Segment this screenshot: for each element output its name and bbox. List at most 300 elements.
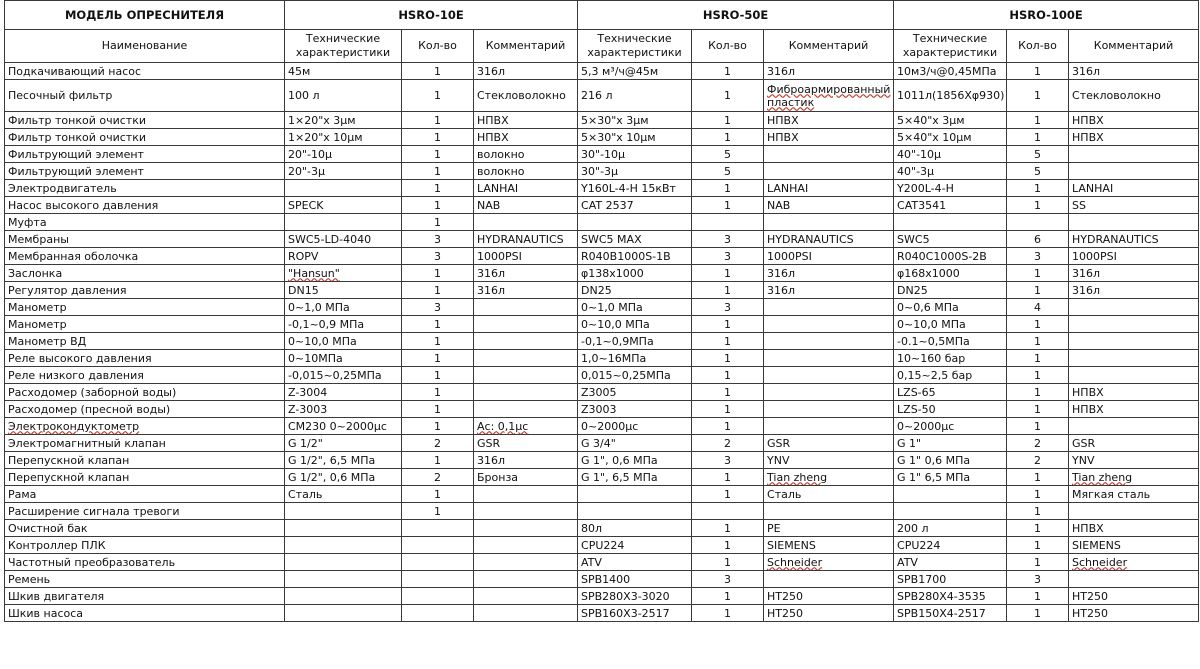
- comment-cell: 316л: [764, 282, 894, 299]
- spec-cell: LZS-50: [894, 401, 1007, 418]
- qty-cell: [402, 571, 474, 588]
- item-name-cell: Манометр: [5, 316, 285, 333]
- qty-cell: 5: [692, 146, 764, 163]
- qty-cell: 1: [692, 605, 764, 622]
- qty-cell: 1: [692, 520, 764, 537]
- qty-cell: 1: [1007, 486, 1069, 503]
- qty-cell: 1: [402, 384, 474, 401]
- spec-cell: SWC5 MAX: [578, 231, 692, 248]
- spec-cell: 0~2000μс: [578, 418, 692, 435]
- qty-cell: 1: [402, 197, 474, 214]
- comment-cell: [764, 214, 894, 231]
- qty-cell: 1: [1007, 401, 1069, 418]
- qty-cell: [402, 554, 474, 571]
- qty-cell: 1: [1007, 520, 1069, 537]
- qty-cell: 1: [1007, 469, 1069, 486]
- item-name-cell: Песочный фильтр: [5, 80, 285, 112]
- spec-cell: [285, 605, 402, 622]
- qty-cell: 1: [402, 282, 474, 299]
- qty-cell: 1: [692, 537, 764, 554]
- spec-cell: [285, 554, 402, 571]
- spec-cell: G 1", 6,5 МПа: [578, 469, 692, 486]
- table-row: [5, 316, 1199, 333]
- item-name-cell: Частотный преобразователь: [5, 554, 285, 571]
- comment-cell: Мягкая сталь: [1069, 486, 1199, 503]
- qty-cell: 3: [692, 231, 764, 248]
- qty-cell: 5: [1007, 163, 1069, 180]
- spec-cell: [578, 503, 692, 520]
- table-row: [5, 129, 1199, 146]
- comment-cell: [1069, 146, 1199, 163]
- comment-cell: 316л: [1069, 63, 1199, 80]
- comment-cell: [764, 571, 894, 588]
- spec-cell: ATV: [578, 554, 692, 571]
- item-name-cell: Шкив насоса: [5, 605, 285, 622]
- spec-cell: Z3005: [578, 384, 692, 401]
- comment-cell: HYDRANAUTICS: [474, 231, 578, 248]
- comment-cell: SIEMENS: [1069, 537, 1199, 554]
- spec-column-header: Технические характеристики: [285, 30, 402, 63]
- spec-cell: 0~10,0 МПа: [894, 316, 1007, 333]
- qty-cell: 1: [1007, 588, 1069, 605]
- qty-column-header: Кол-во: [402, 30, 474, 63]
- item-name-cell: Манометр: [5, 299, 285, 316]
- qty-cell: [1007, 214, 1069, 231]
- spec-cell: R040B1000S-1B: [578, 248, 692, 265]
- qty-cell: 2: [402, 435, 474, 452]
- spec-cell: [285, 214, 402, 231]
- spec-cell: Z3003: [578, 401, 692, 418]
- qty-cell: 2: [402, 469, 474, 486]
- spec-cell: -0,1~0,9МПа: [578, 333, 692, 350]
- qty-cell: 1: [692, 112, 764, 129]
- spec-cell: 10м3/ч@0,45МПа: [894, 63, 1007, 80]
- qty-cell: 3: [692, 571, 764, 588]
- spec-cell: 30"-3μ: [578, 163, 692, 180]
- table-row: [5, 265, 1199, 282]
- qty-cell: 1: [1007, 63, 1069, 80]
- comment-cell: Фиброармированный пластик: [764, 80, 894, 112]
- comment-cell: [474, 401, 578, 418]
- comment-cell: [474, 537, 578, 554]
- table-row: [5, 571, 1199, 588]
- spec-table-body: [5, 63, 1199, 622]
- item-name-cell: Фильтр тонкой очистки: [5, 112, 285, 129]
- qty-cell: 1: [402, 163, 474, 180]
- qty-cell: 1: [402, 146, 474, 163]
- spec-cell: ATV: [894, 554, 1007, 571]
- qty-cell: 1: [402, 401, 474, 418]
- spec-cell: G 1": [894, 435, 1007, 452]
- qty-cell: 1: [402, 180, 474, 197]
- comment-cell: 316л: [474, 265, 578, 282]
- spec-cell: 40"-3μ: [894, 163, 1007, 180]
- comment-column-header: Комментарий: [764, 30, 894, 63]
- spec-column-header: Технические характеристики: [894, 30, 1007, 63]
- qty-cell: 1: [402, 333, 474, 350]
- table-row: [5, 63, 1199, 80]
- spec-cell: [285, 180, 402, 197]
- table-row: [5, 146, 1199, 163]
- qty-cell: 1: [692, 384, 764, 401]
- model-header-row: [5, 1, 1199, 30]
- spec-cell: φ138x1000: [578, 265, 692, 282]
- spec-cell: 0~1,0 МПа: [578, 299, 692, 316]
- spec-cell: [894, 214, 1007, 231]
- comment-cell: [1069, 350, 1199, 367]
- qty-cell: 1: [402, 80, 474, 112]
- qty-cell: 3: [1007, 248, 1069, 265]
- comment-cell: Бронза: [474, 469, 578, 486]
- spec-cell: SPB1400: [578, 571, 692, 588]
- qty-cell: 1: [692, 554, 764, 571]
- comment-cell: Стекловолокно: [1069, 80, 1199, 112]
- comment-cell: Tian zheng: [764, 469, 894, 486]
- qty-cell: 1: [692, 80, 764, 112]
- comment-cell: 316л: [1069, 282, 1199, 299]
- table-row: [5, 520, 1199, 537]
- spec-cell: G 1", 0,6 МПа: [578, 452, 692, 469]
- qty-cell: 1: [402, 486, 474, 503]
- spec-cell: DN25: [578, 282, 692, 299]
- comment-cell: [1069, 367, 1199, 384]
- spec-cell: -0,1~0,9 МПа: [285, 316, 402, 333]
- table-row: [5, 214, 1199, 231]
- spec-cell: 0~2000μс: [894, 418, 1007, 435]
- qty-cell: 1: [1007, 605, 1069, 622]
- spec-cell: 5,3 м³/ч@45м: [578, 63, 692, 80]
- spec-cell: 0~10МПа: [285, 350, 402, 367]
- qty-cell: 1: [1007, 384, 1069, 401]
- qty-cell: 1: [1007, 418, 1069, 435]
- comment-cell: HT250: [1069, 588, 1199, 605]
- spec-cell: SWC5: [894, 231, 1007, 248]
- desalinator-spec-table: [4, 0, 1199, 622]
- item-name-cell: Манометр ВД: [5, 333, 285, 350]
- comment-cell: НПВХ: [1069, 384, 1199, 401]
- spec-cell: CPU224: [578, 537, 692, 554]
- qty-cell: 1: [402, 452, 474, 469]
- qty-column-header: Кол-во: [1007, 30, 1069, 63]
- comment-cell: НПВХ: [764, 112, 894, 129]
- comment-cell: YNV: [1069, 452, 1199, 469]
- item-name-cell: Шкив двигателя: [5, 588, 285, 605]
- item-name-cell: Очистной бак: [5, 520, 285, 537]
- comment-cell: [764, 367, 894, 384]
- qty-cell: 3: [402, 231, 474, 248]
- spec-cell: Z-3003: [285, 401, 402, 418]
- qty-cell: 1: [1007, 112, 1069, 129]
- qty-cell: 1: [402, 214, 474, 231]
- table-row: [5, 401, 1199, 418]
- comment-cell: [764, 299, 894, 316]
- comment-cell: 316л: [764, 63, 894, 80]
- comment-cell: 316л: [474, 452, 578, 469]
- spec-cell: G 1/2", 0,6 МПа: [285, 469, 402, 486]
- item-name-cell: Электромагнитный клапан: [5, 435, 285, 452]
- item-name-cell: Рама: [5, 486, 285, 503]
- comment-cell: [764, 401, 894, 418]
- qty-column-header: Кол-во: [692, 30, 764, 63]
- item-name-cell: Электрокондуктометр: [5, 418, 285, 435]
- qty-cell: 6: [1007, 231, 1069, 248]
- comment-cell: Schneider: [1069, 554, 1199, 571]
- spec-cell: φ168x1000: [894, 265, 1007, 282]
- qty-cell: 2: [1007, 435, 1069, 452]
- item-name-cell: Мембранная оболочка: [5, 248, 285, 265]
- spec-cell: [578, 486, 692, 503]
- spec-cell: SPB150X4-2517: [894, 605, 1007, 622]
- spec-cell: -0.1~0,5МПа: [894, 333, 1007, 350]
- spec-cell: "Hansun": [285, 265, 402, 282]
- item-name-cell: Регулятор давления: [5, 282, 285, 299]
- comment-cell: [764, 384, 894, 401]
- comment-cell: HYDRANAUTICS: [764, 231, 894, 248]
- spec-cell: 0,15~2,5 бар: [894, 367, 1007, 384]
- table-row: [5, 299, 1199, 316]
- comment-cell: [764, 316, 894, 333]
- qty-cell: 1: [692, 401, 764, 418]
- qty-cell: 1: [692, 367, 764, 384]
- table-row: [5, 197, 1199, 214]
- spec-cell: SWC5-LD-4040: [285, 231, 402, 248]
- spec-cell: DN25: [894, 282, 1007, 299]
- comment-cell: 316л: [474, 282, 578, 299]
- item-name-cell: Перепускной клапан: [5, 452, 285, 469]
- spec-cell: [285, 571, 402, 588]
- comment-cell: [474, 605, 578, 622]
- table-row: [5, 469, 1199, 486]
- qty-cell: 1: [692, 197, 764, 214]
- qty-cell: 1: [1007, 129, 1069, 146]
- spec-cell: 40"-10μ: [894, 146, 1007, 163]
- spec-cell: 200 л: [894, 520, 1007, 537]
- comment-column-header: Комментарий: [1069, 30, 1199, 63]
- comment-cell: GSR: [1069, 435, 1199, 452]
- table-row: [5, 163, 1199, 180]
- item-name-cell: Фильтр тонкой очистки: [5, 129, 285, 146]
- comment-cell: НПВХ: [1069, 520, 1199, 537]
- qty-cell: 1: [1007, 197, 1069, 214]
- qty-cell: 1: [402, 112, 474, 129]
- qty-cell: 1: [1007, 503, 1069, 520]
- spec-cell: 0~10,0 МПа: [578, 316, 692, 333]
- spec-cell: 80л: [578, 520, 692, 537]
- qty-cell: 1: [692, 63, 764, 80]
- comment-cell: [474, 554, 578, 571]
- spec-cell: 1×20"х 10μм: [285, 129, 402, 146]
- comment-cell: 1000PSI: [1069, 248, 1199, 265]
- comment-cell: LANHAI: [764, 180, 894, 197]
- table-row: [5, 282, 1199, 299]
- item-name-cell: Заслонка: [5, 265, 285, 282]
- qty-cell: 4: [1007, 299, 1069, 316]
- qty-cell: [402, 605, 474, 622]
- table-row: [5, 452, 1199, 469]
- spec-cell: SPB280X4-3535: [894, 588, 1007, 605]
- spec-cell: 5×40"х 3μм: [894, 112, 1007, 129]
- table-row: [5, 605, 1199, 622]
- spec-cell: G 1" 6,5 МПа: [894, 469, 1007, 486]
- spec-cell: LZS-65: [894, 384, 1007, 401]
- item-name-cell: Контроллер ПЛК: [5, 537, 285, 554]
- comment-cell: NAB: [764, 197, 894, 214]
- spec-cell: 5×30"х 10μм: [578, 129, 692, 146]
- spec-cell: 1,0~16МПа: [578, 350, 692, 367]
- comment-cell: [1069, 503, 1199, 520]
- qty-cell: [692, 214, 764, 231]
- item-name-cell: Реле высокого давления: [5, 350, 285, 367]
- comment-cell: 316л: [764, 265, 894, 282]
- qty-cell: 1: [402, 316, 474, 333]
- comment-cell: [474, 333, 578, 350]
- spec-cell: CAT3541: [894, 197, 1007, 214]
- qty-cell: 1: [692, 129, 764, 146]
- table-row: [5, 350, 1199, 367]
- comment-cell: [764, 333, 894, 350]
- item-name-cell: Насос высокого давления: [5, 197, 285, 214]
- qty-cell: 1: [402, 265, 474, 282]
- comment-cell: [764, 350, 894, 367]
- comment-cell: HT250: [764, 588, 894, 605]
- spec-cell: SPB280X3-3020: [578, 588, 692, 605]
- comment-column-header: Комментарий: [474, 30, 578, 63]
- comment-cell: НПВХ: [1069, 112, 1199, 129]
- qty-cell: 1: [692, 333, 764, 350]
- qty-cell: 1: [692, 350, 764, 367]
- spec-column-header: Технические характеристики: [578, 30, 692, 63]
- comment-cell: Tian zheng: [1069, 469, 1199, 486]
- qty-cell: [402, 537, 474, 554]
- comment-cell: PE: [764, 520, 894, 537]
- qty-cell: 1: [692, 282, 764, 299]
- item-name-cell: Мембраны: [5, 231, 285, 248]
- qty-cell: 1: [1007, 80, 1069, 112]
- spec-cell: 20"-3μ: [285, 163, 402, 180]
- comment-cell: GSR: [764, 435, 894, 452]
- spec-cell: [578, 214, 692, 231]
- qty-cell: [402, 588, 474, 605]
- comment-cell: [1069, 299, 1199, 316]
- table-row: [5, 367, 1199, 384]
- comment-cell: Сталь: [764, 486, 894, 503]
- qty-cell: 1: [692, 316, 764, 333]
- item-name-cell: Расходомер (пресной воды): [5, 401, 285, 418]
- comment-cell: NAB: [474, 197, 578, 214]
- qty-cell: 1: [1007, 282, 1069, 299]
- qty-cell: 1: [1007, 265, 1069, 282]
- comment-cell: [474, 316, 578, 333]
- item-name-cell: Подкачивающий насос: [5, 63, 285, 80]
- comment-cell: YNV: [764, 452, 894, 469]
- spec-cell: 100 л: [285, 80, 402, 112]
- spec-cell: G 1/2", 6,5 МПа: [285, 452, 402, 469]
- model-2-title: HSRO-50E: [578, 1, 894, 30]
- comment-cell: 316л: [1069, 265, 1199, 282]
- qty-cell: 1: [1007, 316, 1069, 333]
- table-row: [5, 231, 1199, 248]
- comment-cell: [764, 418, 894, 435]
- spec-cell: 45м: [285, 63, 402, 80]
- spec-cell: 1×20"х 3μм: [285, 112, 402, 129]
- name-column-header: Наименование: [5, 30, 285, 63]
- comment-cell: [474, 520, 578, 537]
- table-row: [5, 80, 1199, 112]
- spec-cell: [285, 520, 402, 537]
- spec-cell: 216 л: [578, 80, 692, 112]
- table-row: [5, 503, 1199, 520]
- comment-cell: [1069, 418, 1199, 435]
- qty-cell: 2: [1007, 452, 1069, 469]
- table-row: [5, 537, 1199, 554]
- qty-cell: 1: [692, 265, 764, 282]
- qty-cell: 3: [692, 299, 764, 316]
- spec-cell: 30"-10μ: [578, 146, 692, 163]
- comment-cell: HT250: [1069, 605, 1199, 622]
- comment-cell: [474, 503, 578, 520]
- comment-cell: НПВХ: [764, 129, 894, 146]
- model-label: МОДЕЛЬ ОПРЕСНИТЕЛЯ: [5, 1, 285, 30]
- comment-cell: [1069, 163, 1199, 180]
- table-row: [5, 248, 1199, 265]
- spec-cell: CPU224: [894, 537, 1007, 554]
- qty-cell: 3: [692, 452, 764, 469]
- comment-cell: [474, 350, 578, 367]
- comment-cell: волокно: [474, 163, 578, 180]
- comment-cell: 1000PSI: [764, 248, 894, 265]
- item-name-cell: Электродвигатель: [5, 180, 285, 197]
- spec-cell: [894, 486, 1007, 503]
- qty-cell: 1: [402, 367, 474, 384]
- comment-cell: Стекловолокно: [474, 80, 578, 112]
- comment-cell: HYDRANAUTICS: [1069, 231, 1199, 248]
- spec-cell: [894, 503, 1007, 520]
- spec-cell: 20"-10μ: [285, 146, 402, 163]
- item-name-cell: Реле низкого давления: [5, 367, 285, 384]
- item-name-cell: Фильтрующий элемент: [5, 163, 285, 180]
- qty-cell: 1: [1007, 537, 1069, 554]
- comment-cell: [764, 163, 894, 180]
- qty-cell: 1: [692, 418, 764, 435]
- comment-cell: [474, 588, 578, 605]
- table-row: [5, 384, 1199, 401]
- qty-cell: 3: [402, 248, 474, 265]
- qty-cell: 5: [1007, 146, 1069, 163]
- comment-cell: [474, 367, 578, 384]
- qty-cell: 1: [1007, 180, 1069, 197]
- item-name-cell: Расширение сигнала тревоги: [5, 503, 285, 520]
- item-name-cell: Ремень: [5, 571, 285, 588]
- comment-cell: SS: [1069, 197, 1199, 214]
- model-3-title: HSRO-100E: [894, 1, 1199, 30]
- comment-cell: [764, 503, 894, 520]
- item-name-cell: Фильтрующий элемент: [5, 146, 285, 163]
- spec-cell: 0~0,6 МПа: [894, 299, 1007, 316]
- comment-cell: Schneider: [764, 554, 894, 571]
- qty-cell: 1: [402, 63, 474, 80]
- table-row: [5, 418, 1199, 435]
- spec-cell: Y160L-4-H 15кВт: [578, 180, 692, 197]
- qty-cell: 1: [1007, 554, 1069, 571]
- item-name-cell: Перепускной клапан: [5, 469, 285, 486]
- spec-cell: R040C1000S-2B: [894, 248, 1007, 265]
- qty-cell: 3: [692, 248, 764, 265]
- comment-cell: 1000PSI: [474, 248, 578, 265]
- comment-cell: [474, 214, 578, 231]
- spec-cell: DN15: [285, 282, 402, 299]
- qty-cell: 1: [402, 350, 474, 367]
- comment-cell: НПВХ: [474, 129, 578, 146]
